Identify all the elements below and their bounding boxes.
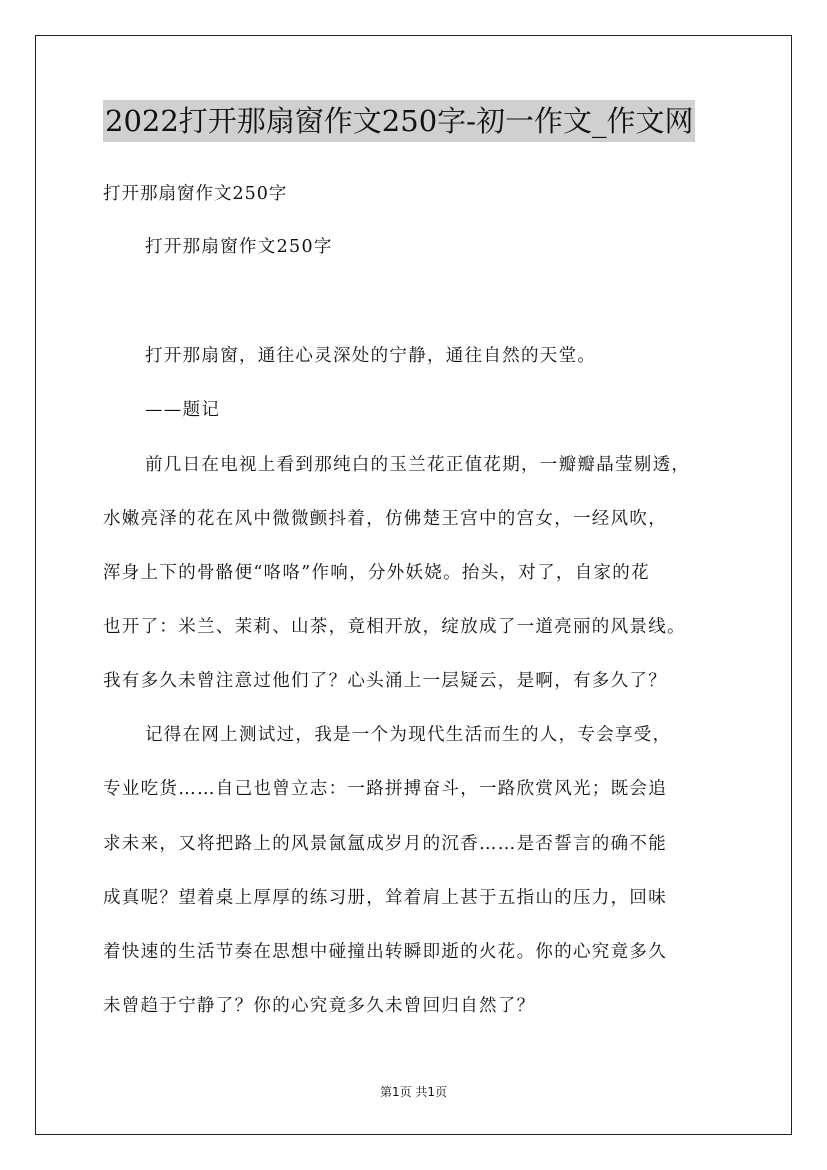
- indented-heading: 打开那扇窗作文250字: [145, 237, 333, 257]
- paragraph1-line: 水嫩亮泽的花在风中微微颤抖着，仿佛楚王宫中的宫女，一经风吹，: [103, 509, 667, 529]
- epigraph-source: ——题记: [145, 400, 221, 420]
- document-subtitle: 打开那扇窗作文250字: [103, 184, 288, 204]
- document-title: 2022打开那扇窗作文250字-初一作文_作文网: [103, 100, 695, 142]
- epigraph: 打开那扇窗，通往心灵深处的宁静，通往自然的天堂。: [145, 346, 597, 366]
- paragraph2-line: 记得在网上测试过，我是一个为现代生活而生的人，专会享受，: [145, 725, 672, 745]
- page-footer: 第1页 共1页: [379, 1085, 448, 1099]
- paragraph1-line: 也开了：米兰、茉莉、山茶，竟相开放，绽放成了一道亮丽的风景线。: [103, 617, 686, 637]
- paragraph2-line: 专业吃货……自己也曾立志：一路拼搏奋斗，一路欣赏风光；既会追: [103, 779, 667, 799]
- paragraph2-line: 着快速的生活节奏在思想中碰撞出转瞬即逝的火花。你的心究竟多久: [103, 942, 667, 962]
- paragraph2-line: 成真呢？望着桌上厚厚的练习册，耸着肩上甚于五指山的压力，回味: [103, 888, 667, 908]
- paragraph1-line: 我有多久未曾注意过他们了？心头涌上一层疑云，是啊，有多久了？: [103, 671, 667, 691]
- paragraph1-line: 前几日在电视上看到那纯白的玉兰花正值花期，一瓣瓣晶莹剔透，: [145, 455, 691, 475]
- paragraph2-line: 未曾趋于宁静了？你的心究竟多久未曾回归自然了？: [103, 996, 536, 1016]
- paragraph2-line: 求未来，又将把路上的风景氤氲成岁月的沉香……是否誓言的确不能: [103, 834, 667, 854]
- paragraph1-line: 浑身上下的骨骼便“咯咯”作响，分外妖娆。抬头，对了，自家的花: [103, 563, 650, 583]
